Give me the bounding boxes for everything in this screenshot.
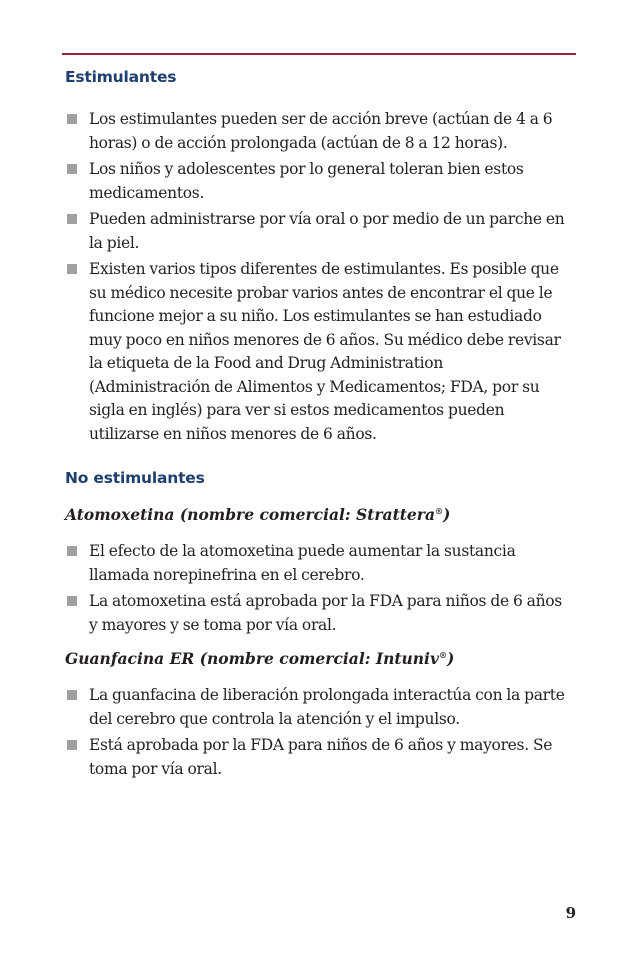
guanfacine-list (65, 684, 565, 784)
page-number: 9 (565, 904, 576, 922)
list-item (65, 158, 565, 205)
list-item-text: Pueden administrarse por vía oral o por medio de un parche en la piel. (89, 210, 565, 252)
list-item (65, 258, 565, 446)
list-item-text: Existen varios tipos diferentes de estimulantes. Es posible que su médico necesite probar varios antes de encontrar el que le funcione mejor a su niño. Los estimulantes se han estudiado muy poco en niños menores de 6 años. Su médico debe revisar la etiqueta de la Food and Drug Administration (Administración de Alimentos y Medicamentos; FDA, por su sigla en inglés) para ver si estos medicamentos pueden utilizarse en niños menores de 6 años. (89, 260, 561, 443)
square-bullet-icon (67, 546, 77, 556)
list-item (65, 734, 565, 781)
section-heading-stimulants: Estimulantes (65, 68, 177, 86)
registered-mark: ® (438, 649, 447, 660)
list-item-text: La guanfacina de liberación prolongada interactúa con la parte del cerebro que controla la atención y el impulso. (89, 686, 565, 728)
list-item (65, 540, 565, 587)
subheading-text: Atomoxetina (nombre comercial: Strattera (65, 505, 435, 524)
square-bullet-icon (67, 690, 77, 700)
list-item-text: El efecto de la atomoxetina puede aumentar la sustancia llamada norepinefrina en el cerebro. (89, 542, 516, 584)
list-item (65, 108, 565, 155)
square-bullet-icon (67, 164, 77, 174)
list-item (65, 208, 565, 255)
section-heading-non-stimulants: No estimulantes (65, 469, 205, 487)
subheading-guanfacine (65, 649, 454, 668)
subheading-text: Guanfacina ER (nombre comercial: Intuniv (65, 649, 439, 668)
atomoxetine-list (65, 540, 565, 640)
list-item (65, 684, 565, 731)
list-item-text: Está aprobada por la FDA para niños de 6 años y mayores. Se toma por vía oral. (89, 736, 553, 778)
square-bullet-icon (67, 596, 77, 606)
top-rule (62, 53, 576, 55)
subheading-close: ) (446, 649, 455, 668)
list-item-text: La atomoxetina está aprobada por la FDA para niños de 6 años y mayores y se toma por vía oral. (89, 592, 562, 634)
registered-mark: ® (435, 505, 443, 516)
subheading-atomoxetine (65, 505, 450, 524)
stimulants-list (65, 108, 565, 449)
subheading-close: ) (443, 505, 451, 524)
square-bullet-icon (67, 214, 77, 224)
list-item-text: Los niños y adolescentes por lo general toleran bien estos medicamentos. (89, 160, 524, 202)
list-item (65, 590, 565, 637)
square-bullet-icon (67, 264, 77, 274)
square-bullet-icon (67, 114, 77, 124)
square-bullet-icon (67, 740, 77, 750)
list-item-text: Los estimulantes pueden ser de acción breve (actúan de 4 a 6 horas) o de acción prolongada (actúan de 8 a 12 horas). (89, 110, 553, 152)
